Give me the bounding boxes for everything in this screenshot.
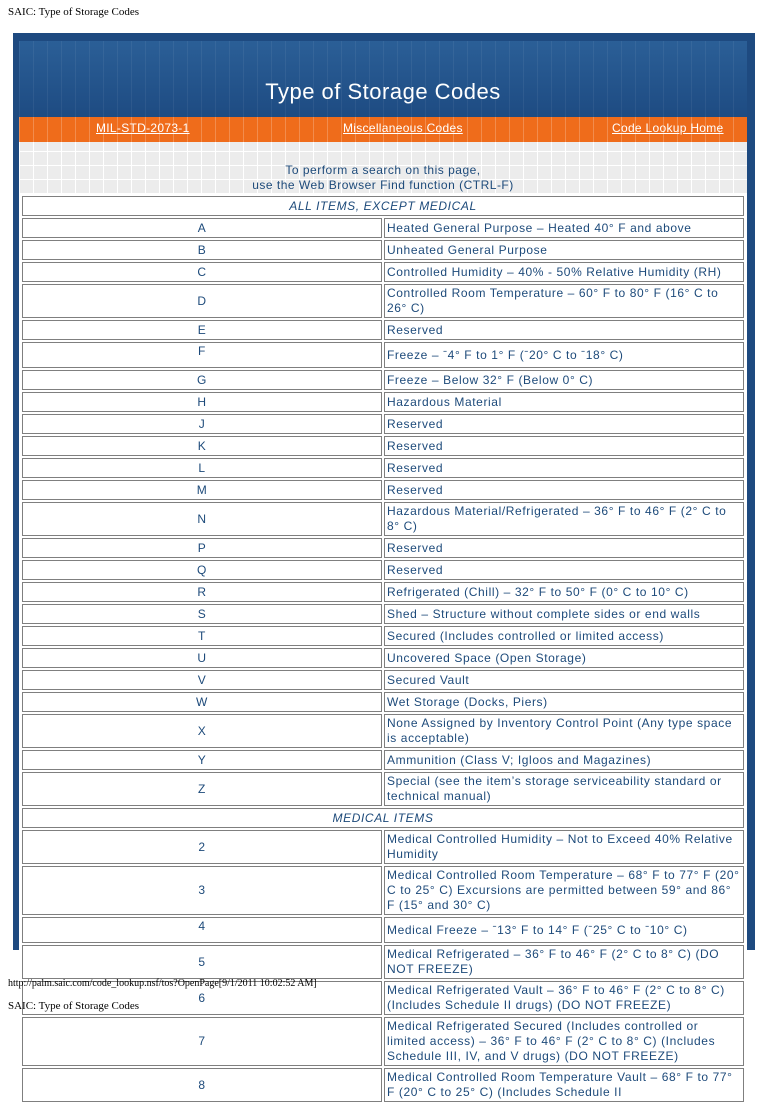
print-footer-title: SAIC: Type of Storage Codes	[8, 1000, 140, 1012]
table-row	[22, 604, 744, 624]
page-title: Type of Storage Codes	[265, 79, 501, 104]
description-cell: Reserved	[384, 458, 744, 478]
description-cell: Secured Vault	[384, 670, 744, 690]
description-cell: Unheated General Purpose	[384, 240, 744, 260]
print-header-title: SAIC: Type of Storage Codes	[8, 6, 140, 18]
description-cell: Reserved	[384, 560, 744, 580]
description-cell: Reserved	[384, 436, 744, 456]
description-cell: Freeze – ˉ4° F to 1° F (ˉ20° C to ˉ18° C)	[384, 342, 744, 368]
description-cell: Medical Controlled Room Temperature – 68° F to 77° F (20° C to 25° C) Excursions are permitted between 59° and 86° F (15° and 30° C)	[384, 866, 744, 915]
description-cell: Controlled Humidity – 40% - 50% Relative Humidity (RH)	[384, 262, 744, 282]
description-cell: Refrigerated (Chill) – 32° F to 50° F (0° C to 10° C)	[384, 582, 744, 602]
code-cell: E	[22, 320, 382, 340]
section-header-row	[22, 196, 744, 216]
table-row	[22, 1017, 744, 1066]
description-cell: Medical Refrigerated Secured (Includes controlled or limited access) – 36° F to 46° F (2° C to 8° C) (Includes Schedule III, IV, and V drugs) (DO NOT FREEZE)	[384, 1017, 744, 1066]
table-row	[22, 750, 744, 770]
code-cell: W	[22, 692, 382, 712]
code-cell: 2	[22, 830, 382, 864]
table-row	[22, 262, 744, 282]
code-cell: N	[22, 502, 382, 536]
table-row	[22, 692, 744, 712]
search-instructions-line2: use the Web Browser Find function (CTRL-F)	[252, 178, 514, 192]
description-cell: Hazardous Material/Refrigerated – 36° F to 46° F (2° C to 8° C)	[384, 502, 744, 536]
table-row	[22, 830, 744, 864]
table-row	[22, 502, 744, 536]
table-row	[22, 648, 744, 668]
code-cell: Q	[22, 560, 382, 580]
table-row	[22, 218, 744, 238]
table-row	[22, 714, 744, 748]
description-cell: Uncovered Space (Open Storage)	[384, 648, 744, 668]
code-cell: D	[22, 284, 382, 318]
table-row	[22, 284, 744, 318]
table-row	[22, 414, 744, 434]
code-cell: A	[22, 218, 382, 238]
print-footer-url: http://palm.saic.com/code_lookup.nsf/tos?OpenPage[9/1/2011 10:02:52 AM]	[8, 978, 317, 989]
description-cell: Heated General Purpose – Heated 40° F and above	[384, 218, 744, 238]
table-row	[22, 945, 744, 979]
nav-link-code-lookup-home[interactable]: Code Lookup Home	[612, 121, 724, 135]
code-cell: 3	[22, 866, 382, 915]
description-cell: None Assigned by Inventory Control Point (Any type space is acceptable)	[384, 714, 744, 748]
description-cell: Shed – Structure without complete sides or end walls	[384, 604, 744, 624]
storage-codes-table	[20, 194, 746, 1104]
nav-link-mil-std[interactable]: MIL-STD-2073-1	[96, 121, 190, 135]
description-cell: Wet Storage (Docks, Piers)	[384, 692, 744, 712]
table-row	[22, 480, 744, 500]
code-cell: 7	[22, 1017, 382, 1066]
search-instructions-line1: To perform a search on this page,	[285, 163, 481, 177]
code-cell: Z	[22, 772, 382, 806]
description-cell: Medical Refrigerated Vault – 36° F to 46° F (2° C to 8° C) (Includes Schedule II drugs) (DO NOT FREEZE)	[384, 981, 744, 1015]
code-cell: 5	[22, 945, 382, 979]
table-row	[22, 320, 744, 340]
table-row	[22, 560, 744, 580]
code-cell: Y	[22, 750, 382, 770]
code-cell: T	[22, 626, 382, 646]
table-row	[22, 458, 744, 478]
code-cell: F	[22, 342, 382, 368]
table-row	[22, 866, 744, 915]
description-cell: Reserved	[384, 480, 744, 500]
code-cell: C	[22, 262, 382, 282]
description-cell: Reserved	[384, 538, 744, 558]
description-cell: Reserved	[384, 414, 744, 434]
code-cell: 8	[22, 1068, 382, 1102]
description-cell: Freeze – Below 32° F (Below 0° C)	[384, 370, 744, 390]
description-cell: Ammunition (Class V; Igloos and Magazines)	[384, 750, 744, 770]
table-row	[22, 538, 744, 558]
description-cell: Medical Controlled Humidity – Not to Exceed 40% Relative Humidity	[384, 830, 744, 864]
table-row	[22, 670, 744, 690]
code-cell: L	[22, 458, 382, 478]
code-cell: P	[22, 538, 382, 558]
code-cell: R	[22, 582, 382, 602]
description-cell: Medical Controlled Room Temperature Vault – 68° F to 77° F (20° C to 25° C) (Includes Schedule II	[384, 1068, 744, 1102]
nav-bar	[19, 117, 747, 142]
table-row	[22, 917, 744, 943]
search-instructions	[19, 142, 747, 194]
banner	[19, 41, 747, 121]
code-cell: B	[22, 240, 382, 260]
code-cell: H	[22, 392, 382, 412]
section-all-items: ALL ITEMS, EXCEPT MEDICAL	[22, 196, 744, 216]
table-row	[22, 342, 744, 368]
description-cell: Medical Refrigerated – 36° F to 46° F (2° C to 8° C) (DO NOT FREEZE)	[384, 945, 744, 979]
section-header-row	[22, 808, 744, 828]
code-cell: U	[22, 648, 382, 668]
code-cell: 6	[22, 981, 382, 1015]
table-row	[22, 582, 744, 602]
code-cell: X	[22, 714, 382, 748]
nav-link-misc-codes[interactable]: Miscellaneous Codes	[343, 121, 463, 135]
description-cell: Medical Freeze – ˉ13° F to 14° F (ˉ25° C to ˉ10° C)	[384, 917, 744, 943]
table-row	[22, 240, 744, 260]
table-row	[22, 370, 744, 390]
description-cell: Controlled Room Temperature – 60° F to 80° F (16° C to 26° C)	[384, 284, 744, 318]
table-row	[22, 1068, 744, 1102]
table-row	[22, 436, 744, 456]
description-cell: Reserved	[384, 320, 744, 340]
description-cell: Secured (Includes controlled or limited access)	[384, 626, 744, 646]
table-row	[22, 772, 744, 806]
description-cell: Special (see the item’s storage serviceability standard or technical manual)	[384, 772, 744, 806]
code-cell: M	[22, 480, 382, 500]
code-cell: K	[22, 436, 382, 456]
table-row	[22, 392, 744, 412]
section-medical-items: MEDICAL ITEMS	[22, 808, 744, 828]
table-row	[22, 626, 744, 646]
description-cell: Hazardous Material	[384, 392, 744, 412]
code-cell: S	[22, 604, 382, 624]
code-cell: G	[22, 370, 382, 390]
code-cell: 4	[22, 917, 382, 943]
code-cell: J	[22, 414, 382, 434]
code-cell: V	[22, 670, 382, 690]
